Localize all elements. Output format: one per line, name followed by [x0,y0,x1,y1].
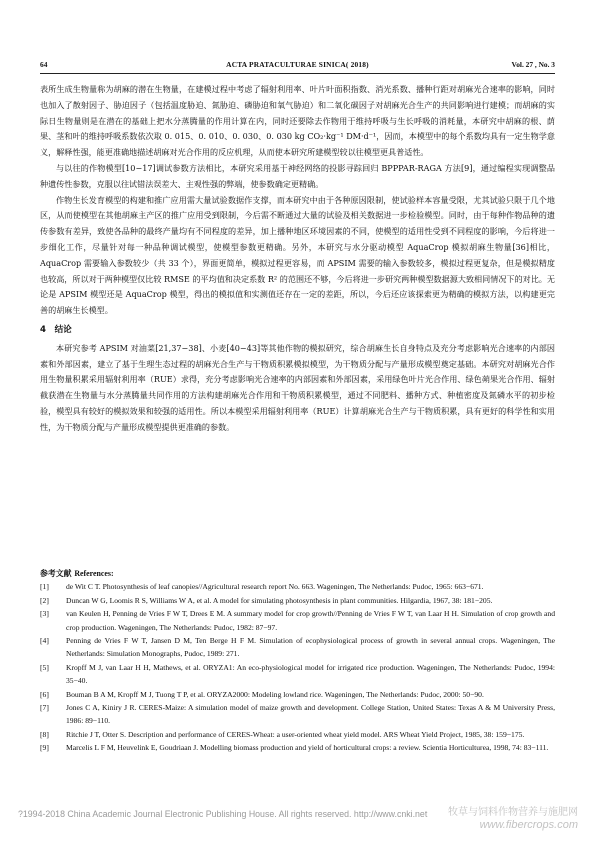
references-section [40,561,555,755]
reference-number: [7] [40,703,49,713]
reference-text: Jones C A, Kiniry J R. CERES-Maize: A simulation model of maize growth and development. College Station, United States: Texas A & M University Press, 1986: 89−110. [66,703,555,726]
reference-text: van Keulen H, Penning de Vries F W T, Drees E M. A summary model for crop growth//Penning de Vries F W T, van Laar H H. Simulation of crop growth and crop production. Wageningen, The Netherlands: Pudoc, 1982: 87−97. [66,609,555,632]
reference-number: [9] [40,743,49,753]
reference-item [40,661,555,688]
reference-item [40,607,555,634]
references-heading [40,567,555,580]
reference-item [40,634,555,661]
reference-item [40,741,555,754]
reference-number: [2] [40,595,49,605]
references-heading-cn: 参考文献 [40,569,72,578]
watermark-site-name: 牧草与饲料作物营养与施肥网 [448,807,578,818]
reference-number: [1] [40,582,49,592]
reference-item [40,594,555,607]
reference-text: Marcelis L F M, Heuvelink E, Goudriaan J. Modelling biomass production and yield of horticultural crops: a review. Scientia Horticulturea, 1998, 74: 83−111. [66,743,549,753]
copyright-line: ?1994-2018 China Academic Journal Electronic Publishing House. All rights reserved. http://www.cnki.net [18,809,428,819]
reference-text: Kropff M J, van Laar H H, Mathews, et al. ORYZA1: An eco-physiological model for irrigated rice production. Wageningen, The Netherlands: Pudoc, 1994: 35−40. [66,662,555,686]
volume-issue: Vol. 27 , No. 3 [511,60,555,69]
paragraph-limitations: 作物生长发育模型的构建和推广应用需大量试验数据作支撑，而本研究中由于各种原因限制，使试验样本容量受限，尤其试验只限于几个地区，从而使模型在其他胡麻主产区的推广应用受到限制，今后需不断通过大量的试验及相关数据进一步检验模型。同时，由于每种作物品种的遗传参数有差异，致使各品种的最终产量均有不同程度的差异，加上播种地区环境因素的不同，使模型的适用性受到不同程度的影响，今后将进一步细化工作，尽量针对每一种品种调试模型，使模型参数更精确。另外，本研究与水分驱动模型 AquaCrop 模拟胡麻生物量[36]相比，AquaCrop 需要输入参数较少（共 33 个），界面更简单，模拟过程更容易，而 APSIM 需要的输入参数较多，模拟过程更复杂，但是模拟精度也较高，所以对于两种模型仅比较 RMSE 的平均值和决定系数 R² 的范围还不够，今后将进一步研究两种模型数据源大致相同情况下的对比。无论是 APSIM 模型还是 AquaCrop 模型，得出的模拟值和实测值还存在一定的差距，所以，今后还应该探索更为精确的模拟方法，以构建更完善的胡麻生长模型。 [40,194,555,316]
article-body [40,82,555,436]
reference-text: Penning de Vries F W T, Jansen D M, Ten Berge H F M. Simulation of ecophysiological process of growth in several annual crops. Wageningen, The Netherlands: Simulation Monographs, Pudoc, 1989: 271. [66,636,555,659]
reference-text: Duncan W G, Loomis R S, Williams W A, et al. A model for simulating photosynthesis in plant communities. Hilgardia, 1967, 38: 181−205. [66,595,493,605]
reference-item [40,701,555,728]
running-header [40,60,555,72]
reference-text: Bouman B A M, Kropff M J, Tuong T P, et al. ORYZA2000: Modeling lowland rice. Wageningen, The Netherlands: Pudoc, 2000: 50−90. [66,689,484,699]
reference-text: Ritchie J T, Otter S. Description and performance of CERES-Wheat: a user-oriented wheat yield model. ARS Wheat Yield Project, 1985, 38: 159−175. [66,729,525,739]
reference-item [40,580,555,593]
reference-number: [3] [40,609,49,619]
references-heading-en: References: [74,569,114,578]
section-heading-conclusion: 4 结论 [40,324,72,335]
reference-number: [8] [40,729,49,739]
reference-number: [4] [40,636,49,646]
paragraph-continuation: 表所生成生物量称为胡麻的潜在生物量，在建模过程中考虑了辐射利用率、叶片叶面积指数、消光系数、播种行距对胡麻光合速率的影响，同时也加入了散射因子、胁迫因子（包括温度胁迫、氮胁迫、磷胁迫和氧气胁迫）和二氧化碳因子对胡麻光合生产的共同影响进行建模；而胡麻的实际日生物量则是在潜在的基础上把水分蒸腾量的作用计算在内，同时还要除去作物用于维持呼吸与生长呼吸的消耗量，本研究中胡麻的根、荫果、茎和叶的维持呼吸系数依次取 0. 015、0. 010、0. 030、0. 030 kg CO₂·kg⁻¹ DM·d⁻¹，因而，本模型中的每个系数均具有一定生物学意义，解释性强，能更准确地描述胡麻对光合作用的反应机理，从而使本研究所建模型较以往模型更具普适性。 [40,84,555,158]
reference-item [40,688,555,701]
page-footer [18,807,578,831]
watermark [448,807,578,831]
page-number: 64 [40,60,48,69]
reference-number: [5] [40,662,49,672]
reference-text: de Wit C T. Photosynthesis of leaf canopies//Agricultural research report No. 663. Wageningen, The Netherlands: Pudoc, 1965: 663−671. [66,582,484,592]
paragraph-comparison: 与以往的作物模型[10−17]调试参数方法相比，本研究采用基于神经网络的投影寻踪回归 BPPPAR-RAGA 方法[9]，通过编程实现调整品种遗传性参数，克服以往试错法误差大、主观性强的弊端，使参数确定更精确。 [40,162,555,189]
reference-item [40,728,555,741]
reference-number: [6] [40,689,49,699]
watermark-url: www.fibercrops.com [479,819,578,831]
journal-title: ACTA PRATACULTURAE SINICA( 2018) [226,60,369,69]
paragraph-conclusion: 本研究参考 APSIM 对油菜[21,37−38]、小麦[40−43]等其他作物的模拟研究，综合胡麻生长自身特点及充分考虑影响光合速率的内部因素和外部因素，建立了基于生理生态过程的胡麻光合生产与干物质积累模拟模型，为干物质分配与产量形成模型奠定基础。本研究对胡麻光合作用生物量积累采用辐射利用率（RUE）求得，充分考虑影响光合速率的内部因素和外部因素，采用绿色叶片光合作用、绿色蒴果光合作用、辐射截获潜在生物量与水分蒸腾量共同作用的方法构建胡麻光合作用和干物质积累模型，通过不同肥料、播种方式、种植密度及氮磷水平的初步检验，模型具有较好的模拟效果和较强的适用性。所以本模型采用辐射利用率（RUE）计算胡麻光合生产与干物质积累，具有更好的科学性和实用性，为干物质分配与产量形成模型提供更准确的参数。 [40,342,555,432]
header-rule [40,73,555,74]
